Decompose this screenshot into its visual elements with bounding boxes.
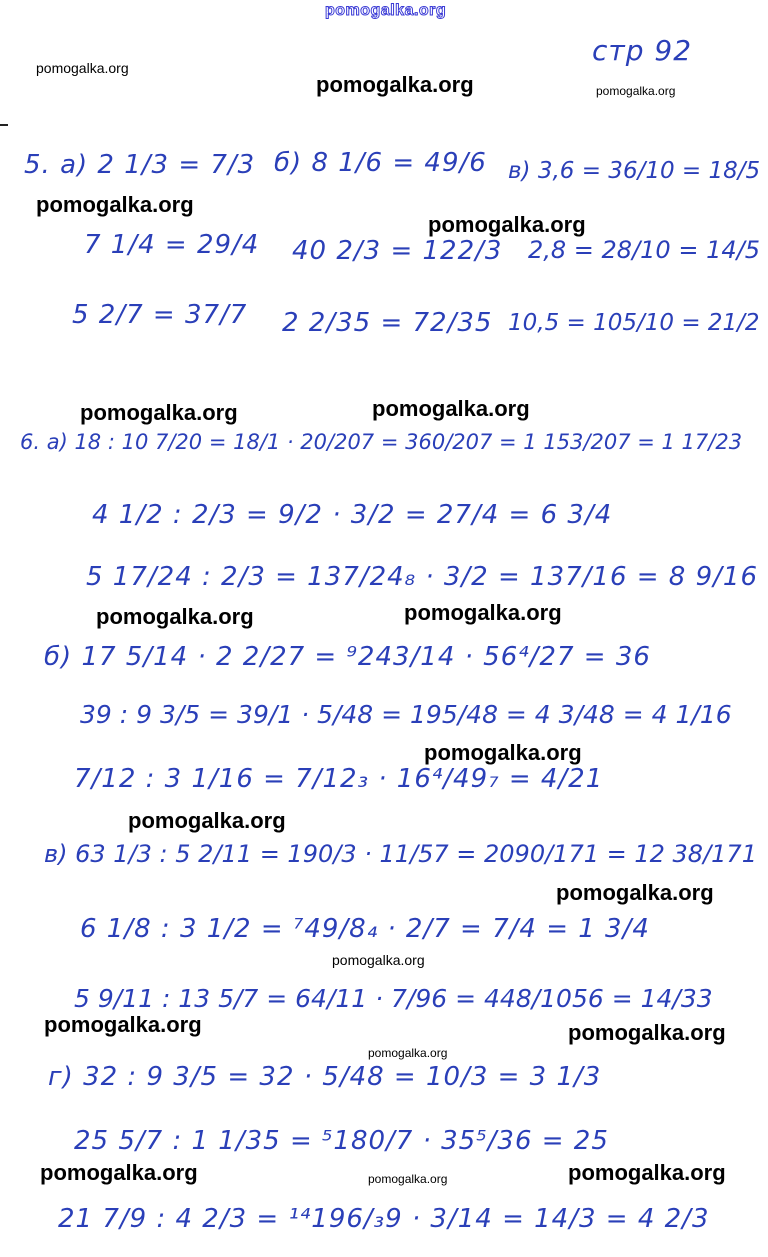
watermark: pomogalka.org [428, 212, 586, 237]
solution-line: 5 2/7 = 37/7 [72, 300, 248, 330]
solution-line: 10,5 = 105/10 = 21/2 [508, 310, 760, 336]
watermark: pomogalka.org [96, 604, 254, 629]
solution-line: 5 9/11 : 13 5/7 = 64/11 · 7/96 = 448/1056 = 14/33 [74, 984, 713, 1013]
solution-line: 21 7/9 : 4 2/3 = ¹⁴196/₃9 · 3/14 = 14/3 = 4 2/3 [58, 1204, 710, 1234]
watermark: pomogalka.org [368, 1046, 448, 1060]
solution-line: 2 2/35 = 72/35 [282, 308, 493, 338]
watermark: pomogalka.org [40, 1160, 198, 1185]
solution-line: б) 17 5/14 · 2 2/27 = ⁹243/14 · 56⁴/27 = 36 [44, 642, 651, 672]
solution-line: 6 1/8 : 3 1/2 = ⁷49/8₄ · 2/7 = 7/4 = 1 3/4 [80, 914, 650, 944]
watermark: pomogalka.org [568, 1020, 726, 1045]
solution-line: 5 17/24 : 2/3 = 137/24₈ · 3/2 = 137/16 = 8 9/16 [86, 562, 759, 592]
solution-line: 4 1/2 : 2/3 = 9/2 · 3/2 = 27/4 = 6 3/4 [92, 500, 613, 530]
solution-line: 39 : 9 3/5 = 39/1 · 5/48 = 195/48 = 4 3/48 = 4 1/16 [80, 700, 732, 729]
solution-line: 5. а) 2 1/3 = 7/3 [24, 150, 256, 180]
watermark: pomogalka.org [44, 1012, 202, 1037]
solution-line: г) 32 : 9 3/5 = 32 · 5/48 = 10/3 = 3 1/3 [48, 1062, 602, 1092]
watermark: pomogalka.org [596, 84, 676, 98]
solution-line: 7 1/4 = 29/4 [84, 230, 260, 260]
solution-line: в) 63 1/3 : 5 2/11 = 190/3 · 11/57 = 2090/171 = 12 38/171 [44, 840, 757, 868]
watermark: pomogalka.org [556, 880, 714, 905]
solution-line: 2,8 = 28/10 = 14/5 [528, 236, 760, 264]
solution-line: б) 8 1/6 = 49/6 [274, 148, 487, 178]
solution-line: в) 3,6 = 36/10 = 18/5 [508, 158, 761, 184]
watermark: pomogalka.org [128, 808, 286, 833]
margin-mark [0, 124, 8, 126]
page-number: стр 92 [592, 34, 693, 67]
solution-line: 6. а) 18 : 10 7/20 = 18/1 · 20/207 = 360/207 = 1 153/207 = 1 17/23 [20, 430, 743, 454]
watermark: pomogalka.org [36, 60, 129, 76]
watermark: pomogalka.org [36, 192, 194, 217]
solution-line: 7/12 : 3 1/16 = 7/12₃ · 16⁴/49₇ = 4/21 [74, 764, 604, 794]
watermark: pomogalka.org [316, 72, 474, 97]
solution-line: 40 2/3 = 122/3 [292, 236, 503, 266]
watermark: pomogalka.org [80, 400, 238, 425]
solution-line: 25 5/7 : 1 1/35 = ⁵180/7 · 35⁵/36 = 25 [74, 1126, 609, 1156]
watermark: pomogalka.org [568, 1160, 726, 1185]
watermark: pomogalka.org [404, 600, 562, 625]
watermark: pomogalka.org [332, 952, 425, 968]
watermark: pomogalka.org [372, 396, 530, 421]
watermark: pomogalka.org [368, 1172, 448, 1186]
watermark: pomogalka.org [424, 740, 582, 765]
watermark-top: pomogalka.org [325, 2, 447, 19]
